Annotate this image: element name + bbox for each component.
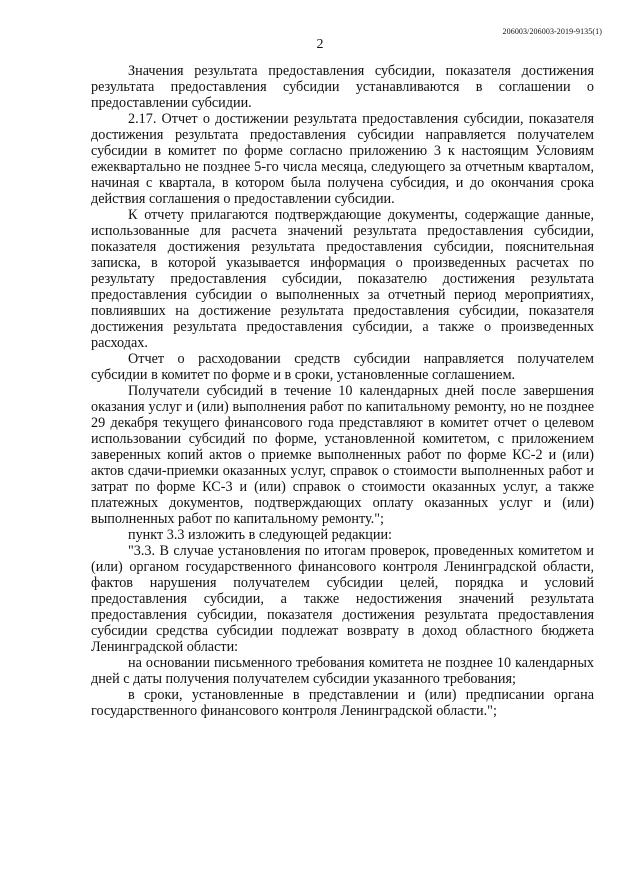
page-number: 2: [316, 37, 324, 52]
document-body: [91, 63, 594, 719]
paragraph-2-17: 2.17. Отчет о достижении результата предоставления субсидии, показателя достижения результата предоставления субсидии направляется получателем субсидии в комитет по форме согласно приложению 3 к настоящим Условиям ежеквартально не позднее 5-го числа месяца, следующего за отчетным кварталом, начиная с квартала, в котором была получена субсидия, и до окончания срока действия соглашения о предоставлении субсидии.: [91, 111, 594, 207]
paragraph-written-requirement: на основании письменного требования комитета не позднее 10 календарных дней с даты получения получателем субсидии указанного требования;: [91, 655, 594, 687]
paragraph-recipients-report: Получатели субсидий в течение 10 календарных дней после завершения оказания услуг и (или) выполнения работ по капитальному ремонту, но не позднее 29 декабря текущего финансового года представляют в комитет отчет о целевом использовании субсидий по форме, установленной комитетом, с приложением заверенных копий актов о приемке выполненных работ по форме КС-2 и (или) актов сдачи-приемки оказанных услуг, справок о стоимости выполненных работ и затрат по форме КС-3 и (или) справок о стоимости оказанных услуг, а также платежных документов, подтверждающих оплату оказанных услуг и (или) выполненных работ по капитальному ремонту.";: [91, 383, 594, 527]
paragraph-deadlines: в сроки, установленные в представлении и (или) предписании органа государственного финансового контроля Ленинградской области.";: [91, 687, 594, 719]
paragraph-report-attachments: К отчету прилагаются подтверждающие документы, содержащие данные, использованные для расчета значений результата предоставления субсидии, показателя достижения результата предоставления субсидии, пояснительная записка, в которой указывается информация о произведенных расчетах по результату предоставления субсидии, показателю достижения результата предоставления субсидии о выполненных за отчетный период мероприятиях, повлиявших на достижение результата предоставления субсидии, показателя достижения результата предоставления субсидии, а также о произведенных расходах.: [91, 207, 594, 351]
paragraph-expenditure-report: Отчет о расходовании средств субсидии направляется получателем субсидии в комитет по форме и в сроки, установленные соглашением.: [91, 351, 594, 383]
paragraph-item-3-3-intro: пункт 3.3 изложить в следующей редакции:: [128, 527, 392, 543]
paragraph-3-3: "3.3. В случае установления по итогам проверок, проведенных комитетом и (или) органом государственного финансового контроля Ленинградской области, фактов нарушения получателем субсидии целей, порядка и условий предоставления субсидии, а также недостижения значений результата предоставления субсидии, показателя достижения результата предоставления субсидии средства субсидии подлежат возврату в доход областного бюджета Ленинградской области:: [91, 543, 594, 655]
document-id: 206003/206003-2019-9135(1): [502, 27, 602, 36]
paragraph-result-values: Значения результата предоставления субсидии, показателя достижения результата предоставления субсидии устанавливаются в соглашении о предоставлении субсидии.: [91, 63, 594, 111]
